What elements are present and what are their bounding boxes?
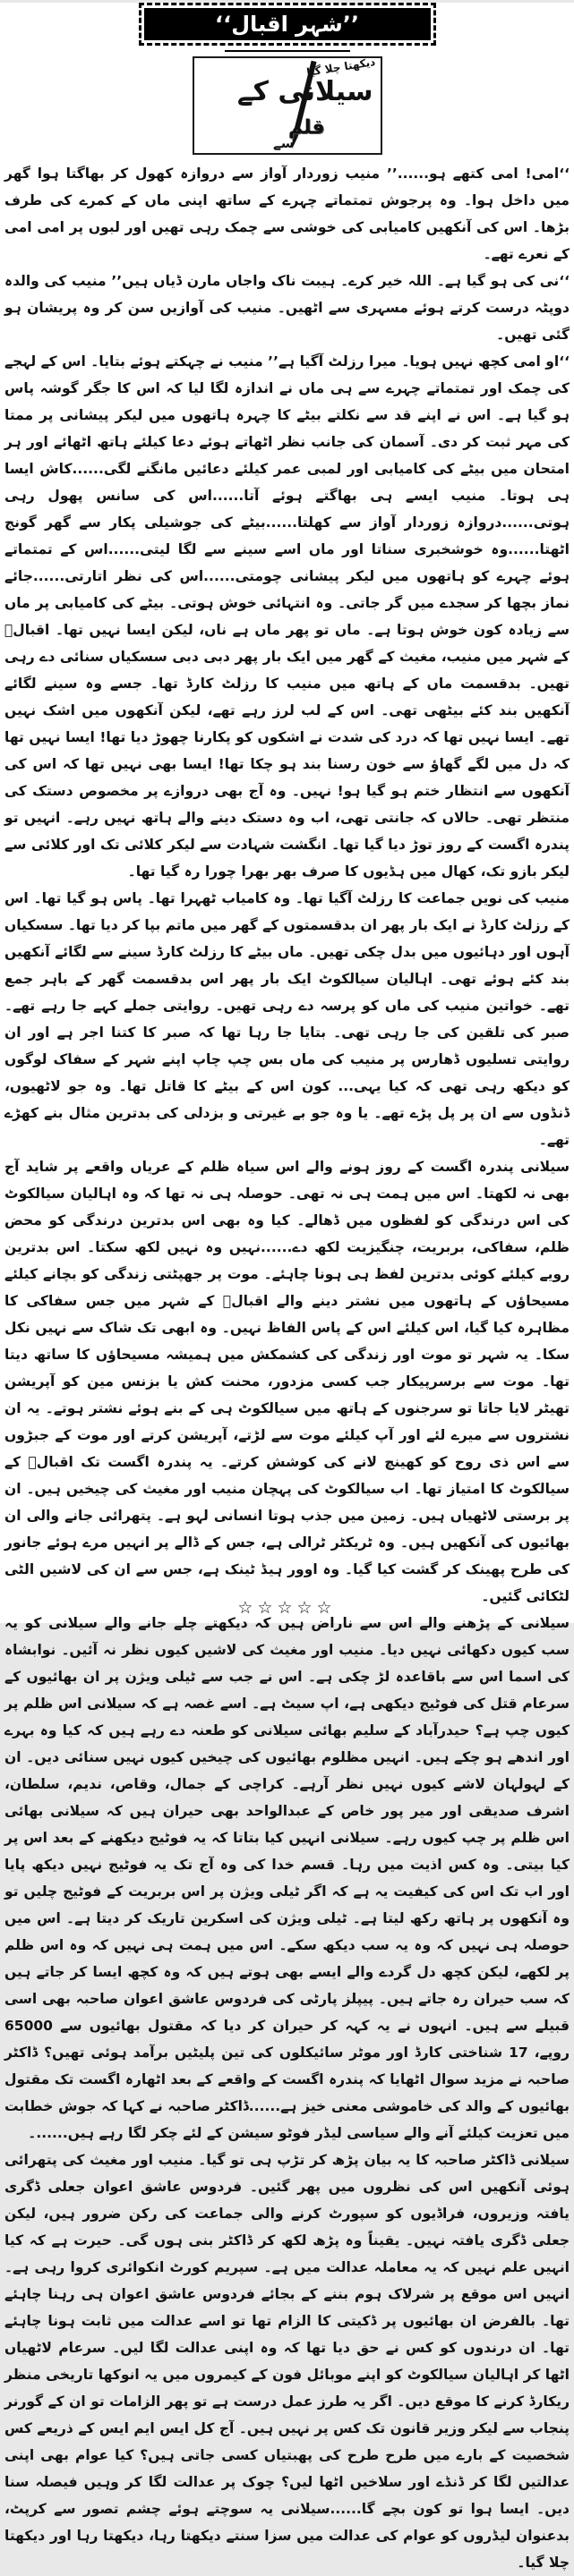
article-paragraph: ‘‘امی! امی کتھے ہو......’’ منیب زوردار آواز سے دروازہ کھول کر بھاگتا ہوا گھر میں داخل ہوا۔ وہ پرجوش تمتماتے چہرے کے ساتھ اپنی ماں کے کمرے کی طرف بڑھا۔ اس کی آنکھیں کامیابی کی خوشی سے چمک رہی تھیں اور لبوں پر امی امی کے نعرے تھے۔ (4, 166, 570, 262)
logo-tagline: دیکھتا چلا گیا (305, 55, 377, 79)
article-title: ’’شہر اقبال‘‘ (215, 12, 359, 37)
article-title-banner-inner (144, 8, 431, 40)
article-paragraph: سیلانی ڈاکٹر صاحبہ کا یہ بیان پڑھ کر تڑپ ہی تو گیا۔ منیب اور مغیث کی پتھرائی ہوئی آنکھیں اس کی نظروں میں پھر گئیں۔ فردوس عاشق اعوان جعلی ڈگری یافتہ وزیروں، فراڈیوں کو سپورٹ کرنے والی جماعت کی رکن ضرور ہیں، لیکن جعلی ڈگری یافتہ نہیں۔ یقیناً وہ پڑھ لکھ کر ڈاکٹر بنی ہوں گی۔ حیرت ہے کہ کیا انہیں علم نہیں کہ یہ معاملہ عدالت میں ہے۔ سپریم کورٹ انکوائری کروا رہی ہے۔ انہیں اس موقع پر شرلاک ہوم بننے کے بجائے فردوس عاشق اعوان ہی رہنا چاہئے تھا۔ بالفرض ان بھائیوں پر ڈکیتی کا الزام تھا تو اسے عدالت میں ثابت ہونا چاہئے تھا۔ ان درندوں کو کس نے حق دیا تھا کہ وہ اپنی عدالت لگا لیں۔ سرعام لاٹھیاں اٹھا کر اہالیان سیالکوٹ کو اپنے موبائل فون کے کیمروں میں یہ انوکھا تاریخی منظر ریکارڈ کرنے کا موقع دیں۔ اگر یہ طرز عمل درست ہے تو پھر الزامات تو ان کے گورنر پنجاب سے لیکر وزیر قانون تک کس پر نہیں ہیں۔ آج کل ایس ایم ایس کے ذریعے کس شخصیت کے بارے میں طرح طرح کی پھبتیاں کسی جاتی ہیں؟ کیا عوام بھی اپنی عدالتیں لگا کر ڈنڈے اور سلاخیں اٹھا لیں؟ چوک پر عدالت لگا کر وہیں فیصلہ سنا دیں۔ ایسا ہوا تو کون بچے گا......سیلانی یہ سوچتے ہوئے چشم تصور سے کرپٹ، بدعنوان لیڈروں کو عوام کی عدالت میں سزا سنتے دیکھتا رہا، دیکھتا رہا اور دیکھتا چلا گیا۔ (4, 2152, 570, 2571)
newspaper-column-page (0, 3, 574, 2571)
column-logo (193, 56, 382, 155)
article-title-banner (139, 3, 436, 46)
article-paragraph: ‘‘نی کی ہو گیا ہے۔ اللہ خیر کرے۔ ہیبت ناک واجاں مارن ڈیاں ہیں’’ منیب کی والدہ دوپٹہ درست کرتے ہوئے مسہری سے اٹھیں۔ منیب کی آوازیں سن کر وہ پریشان ہو گئی تھیں۔ (4, 273, 570, 343)
article-paragraph: سیلانی کے پڑھنے والے اس سے ناراض ہیں کہ دیکھتے چلے جانے والے سیلانی کو یہ سب کیوں دکھائی نہیں دیا۔ منیب اور مغیث کی لاشیں کیوں نظر نہ آئیں۔ نوابشاہ کی اسما اس سے باقاعدہ لڑ چکی ہے۔ اس نے جب سے ٹیلی ویژن پر ان بھائیوں کے سرعام قتل کی فوٹیج دیکھی ہے، اپ سیٹ ہے۔ اسے غصہ ہے کہ سیلانی اس ظلم پر کیوں چپ ہے؟ حیدرآباد کے سلیم بھائی سیلانی کو طعنہ دے رہے ہیں کہ کیا وہ بہرے اور اندھے ہو چکے ہیں۔ انہیں مظلوم بھائیوں کی چیخیں کیوں نہیں سنائی دیں۔ ان کے لہولہان لاشے کیوں نہیں نظر آرہے۔ کراچی کے جمال، وقاص، ندیم، سلطان، اشرف صدیقی اور میر پور خاص کے عبدالواحد بھی حیران ہیں کہ سیلانی بھائی اس ظلم پر چپ کیوں رہے۔ سیلانی انہیں کیا بتاتا کہ یہ فوٹیج دیکھنے کے بعد اس پر کیا بیتی۔ وہ کس اذیت میں رہا۔ قسم خدا کی وہ آج تک یہ فوٹیج نہیں دیکھ پایا اور اب تک اس کی کیفیت یہ ہے کہ اگر ٹیلی ویژن پر اس بربریت کے فوٹیج چلیں تو وہ آنکھوں پر ہاتھ رکھ لیتا ہے۔ ٹیلی ویژن کی اسکرین تاریک کر دیتا ہے۔ اس میں حوصلہ ہی نہیں کہ وہ یہ سب دیکھ سکے۔ اس میں ہمت ہی نہیں کہ وہ اس ظلم پر لکھے، لیکن کچھ دل گردے والے ایسے بھی ہوتے ہیں کہ وہ کچھ ایسا کر جاتے ہیں کہ سب حیران رہ جاتے ہیں۔ پیپلز پارٹی کی فردوس عاشق اعوان صاحبہ بھی اسی قبیلے سے ہیں۔ انہوں نے یہ کہہ کر حیران کر دیا کہ مقتول بھائیوں سے 65000 روپے، 17 شناختی کارڈ اور موٹر سائیکلوں کی تین پلیٹیں برآمد ہوئی تھیں؟ ڈاکٹر صاحبہ نے مزید سوال اٹھایا کہ پندرہ اگست کے واقعے کے بعد اٹھارہ اگست تک مقتول بھائیوں کے والد کی خاموشی معنی خیز ہے......ڈاکٹر صاحبہ نے کہا کہ جوش خطابت میں تعزیت کیلئے آنے والے سیاسی لیڈر فوٹو سیشن کے لئے چکر لگا رہے ہیں......۔ (4, 1615, 570, 2141)
header-divider (225, 50, 350, 52)
logo-se-text: سے (272, 135, 295, 151)
article-paragraph: سیلانی پندرہ اگست کے روز ہونے والے اس سیاہ ظلم کے عریاں واقعے پر شاید آج بھی نہ لکھتا۔ اس میں ہمت ہی نہ تھی۔ حوصلہ ہی نہ تھا کہ وہ اہالیان سیالکوٹ کی اس درندگی کو لفظوں میں ڈھالے۔ کیا وہ بھی اس بدترین درندگی کو محض ظلم، سفاکی، بربریت، چنگیزیت لکھ دے......نہیں وہ نہیں لکھ سکتا۔ اس بدترین رویے کیلئے کوئی بدترین لفظ ہی ہونا چاہئے۔ موت پر جھپٹتی زندگی کو بچانے کیلئے مسیحاؤں کے ہاتھوں میں نشتر دینے والے اقبالؒ کے شہر میں جس سفاکی کا مظاہرہ کیا گیا، اس کیلئے اس کے پاس الفاظ نہیں۔ وہ ابھی تک شاک سے نہیں نکل سکا۔ یہ شہر تو موت اور زندگی کی کشمکش میں ہمیشہ مسیحاؤں کا ساتھ دیتا تھا۔ موت سے برسرپیکار جب کسی مزدور، محنت کش یا بزنس مین کو آپریشن تھیٹر لایا جاتا تو سرجنوں کے ہاتھ میں سیالکوٹ ہی کے بنے ہوئے نشتر ہوتے۔ یہ ان نشتروں سے میرے لئے اور آپ کیلئے موت سے لڑتے، آپریشن کرتے اور موت کے جبڑوں سے اس ذی روح کو کھینچ لانے کی کوشش کرتے۔ یہ پندرہ اگست تک اقبالؒ کے سیالکوٹ کا امتیاز تھا۔ اب سیالکوٹ کی پہچان منیب اور مغیث کی چیخیں ہیں۔ ان پر برستی لاٹھیاں ہیں۔ زمین میں جذب ہوتا انسانی لہو ہے۔ پتھرائی جانے والی ان بھائیوں کی آنکھیں ہیں۔ وہ ٹریکٹر ٹرالی ہے، جس کے ڈالے پر انہیں مرے ہوئے جانور کی طرح پھینک کر گشت کیا گیا۔ وہ اوور ہیڈ ٹینک ہے، جس سے ان کی لاشیں الٹی لٹکائی گئیں۔ (4, 1159, 570, 1604)
article-body (0, 155, 574, 2576)
article-paragraph: منیب کی نویں جماعت کا رزلٹ آگیا تھا۔ وہ کامیاب ٹھہرا تھا۔ پاس ہو گیا تھا۔ اس کے رزلٹ کارڈ نے ایک بار پھر ان بدقسمتوں کے گھر میں ماتم بپا کر دیا تھا۔ سسکیاں آہوں اور دہائیوں میں بدل چکی تھیں۔ ماں بیٹے کا رزلٹ کارڈ سینے سے لگائے آنکھیں بند کئے ہوئے تھی۔ اہالیان سیالکوٹ ایک بار پھر اس بدقسمت گھر کے باہر جمع تھے۔ خواتین منیب کی ماں کو پرسہ دے رہی تھیں۔ روایتی جملے کہے جا رہے تھے۔ صبر کی تلقین کی جا رہی تھی۔ بتایا جا رہا تھا کہ صبر کا کتنا اجر ہے اور ان روایتی تسلیوں ڈھارس پر منیب کی ماں بس چپ چاپ اپنے شہر کے سفاک لوگوں کو دیکھ رہی تھی کہ کیا یہی... کون اس کے بیٹے کا قاتل تھا۔ وہ جو لاٹھیوں، ڈنڈوں سے ان پر پل پڑے تھے۔ یا وہ جو بے غیرتی و بزدلی کی بدترین مثال بنے کھڑے تھے۔ (4, 890, 570, 1148)
logo-column-name: سیلانی کے (236, 76, 373, 107)
logo-qalam-text: قلم (287, 116, 325, 139)
end-of-article-stars: ☆☆☆☆☆ (237, 1598, 337, 1618)
article-paragraph: ‘‘او امی کچھ نہیں ہویا۔ میرا رزلٹ آگیا ہے’’ منیب نے چہکتے ہوئے بتایا۔ اس کے لہجے کی چمک اور تمتماتے چہرے سے ہی ماں نے اندازہ لگا لیا کہ اس کا جگر گوشہ پاس ہو گیا ہے۔ اس نے اپنے قد سے نکلتے بیٹے کا چہرہ ہاتھوں میں لیکر پیشانی پر ممتا کی مہر ثبت کر دی۔ آسمان کی جانب نظر اٹھاتے ہوئے دعا کیلئے ہاتھ اٹھائے اور ہر امتحان میں بیٹے کی کامیابی اور لمبی عمر کیلئے دعائیں مانگنے لگی......کاش ایسا ہی ہوتا۔ منیب ایسے ہی بھاگتے ہوئے آتا......اس کی سانس پھول رہی ہوتی......دروازہ زوردار آواز سے کھلتا......بیٹے کی جوشیلی پکار سے گھر گونج اٹھتا......وہ خوشخبری سناتا اور ماں اسے سینے سے لگا لیتی......اس کے تمتماتے ہوئے چہرے کو ہاتھوں میں لیکر پیشانی چومتی......اس کی نظر اتارتی......جائے نماز بچھا کر سجدے میں گر جاتی۔ وہ انتہائی خوش ہوتی۔ بیٹے کی کامیابی پر ماں سے زیادہ کون خوش ہوتا ہے۔ ماں تو پھر ماں ہے ناں، لیکن ایسا نہیں تھا۔ اقبالؒ کے شہر میں منیب، مغیث کے گھر میں ایک بار پھر دبی دبی سسکیاں سنائی دے رہی تھیں۔ بدقسمت ماں کے ہاتھ میں منیب کا رزلٹ کارڈ تھا۔ جسے وہ سینے لگائے آنکھیں بند کئے بیٹھی تھی۔ اس کے لب لرز رہے تھے، لیکن آنکھوں میں اشک نہیں تھے۔ ایسا نہیں تھا کہ درد کی شدت نے اشکوں کو پکارنا چھوڑ دیا تھا! ایسا نہیں تھا کہ دل میں لگے گھاؤ سے خون رسنا بند ہو چکا تھا! ایسا بھی نہیں تھا کہ اس کی آنکھوں سے انتظار ختم ہو گیا ہو! نہیں۔ وہ آج بھی دروازے پر مخصوص دستک کی منتظر تھی۔ حالاں کہ جانتی تھی، اب وہ دستک دینے والے ہاتھ نہیں رہے۔ انہیں تو پندرہ اگست کے روز توڑ دیا گیا تھا۔ انگشت شہادت سے لیکر کلائی تک اور کلائی سے لیکر بازو تک، کھال میں ہڈیوں کا صرف بھر بھرا چورا رہ گیا تھا۔ (4, 353, 570, 880)
